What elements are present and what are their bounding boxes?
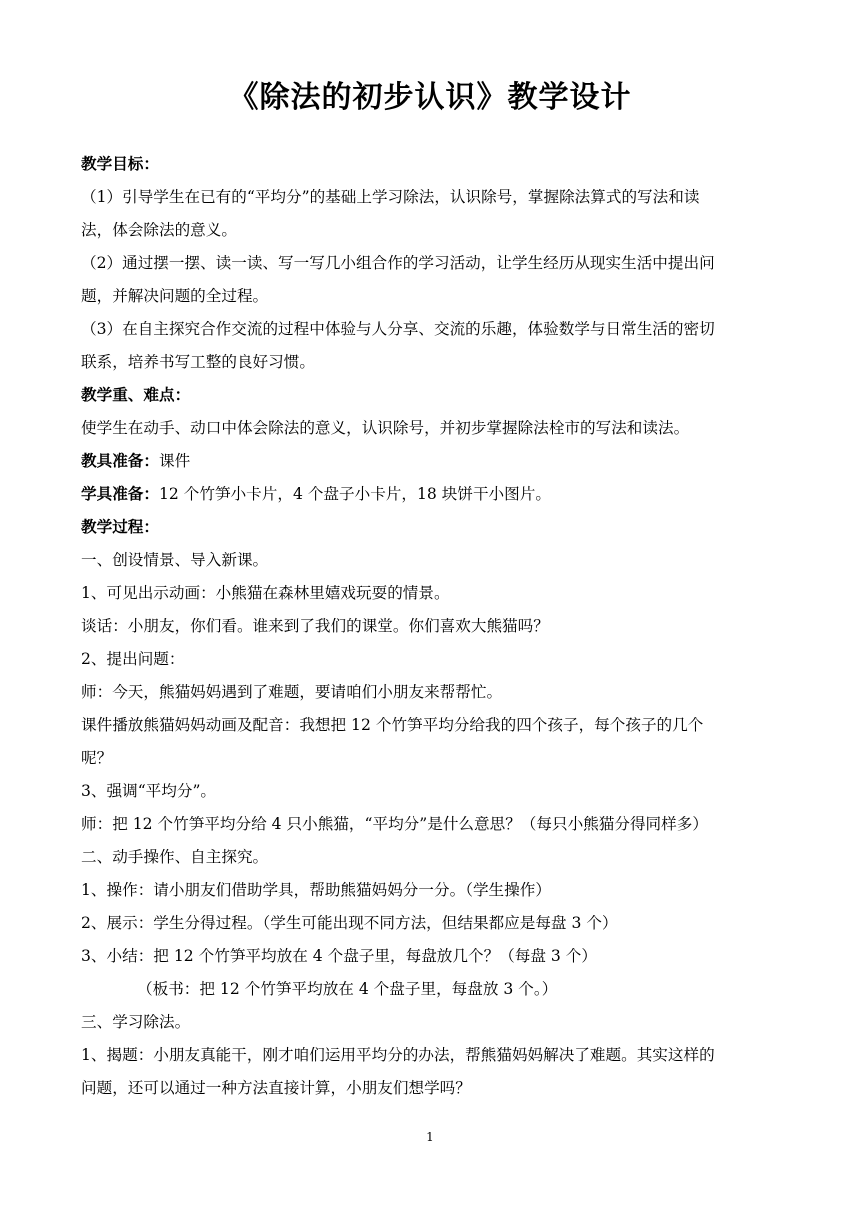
paragraph-text: （2）通过摆一摆、读一读、写一写几小组合作的学习活动，让学生经历从现实生活中提出问 <box>81 254 715 272</box>
section-heading: 教具准备： <box>81 452 159 470</box>
paragraph-text: 问题，还可以通过一种方法直接计算，小朋友们想学吗？ <box>81 1079 471 1097</box>
body-line <box>81 577 779 610</box>
paragraph-text: 一、创设情景、导入新课。 <box>81 551 269 569</box>
paragraph-text: 联系，培养书写工整的良好习惯。 <box>81 353 315 371</box>
body-line <box>81 742 779 775</box>
page-number: 1 <box>426 1130 434 1144</box>
paragraph-text: 3、强调“平均分”。 <box>81 782 217 800</box>
body-line <box>81 1006 779 1039</box>
body-line <box>81 1072 779 1105</box>
paragraph-text: （1）引导学生在已有的“平均分”的基础上学习除法，认识除号，掌握除法算式的写法和读 <box>81 188 700 206</box>
body-line <box>81 1039 779 1072</box>
body-line <box>81 907 779 940</box>
body-line <box>81 808 779 841</box>
paragraph-text: 3、小结：把 12 个竹笋平均放在 4 个盘子里，每盘放几个？（每盘 3 个） <box>81 947 597 965</box>
paragraph-text: 2、提出问题： <box>81 650 185 668</box>
paragraph-text: 谈话：小朋友，你们看。谁来到了我们的课堂。你们喜欢大熊猫吗？ <box>81 617 549 635</box>
body-line <box>81 544 779 577</box>
paragraph-text: 师：把 12 个竹笋平均分给 4 只小熊猫，“平均分”是什么意思？（每只小熊猫分得同样多） <box>81 815 708 833</box>
paragraph-text: 三、学习除法。 <box>81 1013 191 1031</box>
body-line <box>81 775 779 808</box>
paragraph-text: 1、揭题：小朋友真能干，刚才咱们运用平均分的办法，帮熊猫妈妈解决了难题。其实这样的 <box>81 1046 715 1064</box>
body-line <box>81 280 779 313</box>
section-heading: 学具准备： <box>81 485 159 503</box>
paragraph-text: （3）在自主探究合作交流的过程中体验与人分享、交流的乐趣，体验数学与日常生活的密切 <box>81 320 715 338</box>
body-line <box>81 973 779 1006</box>
paragraph-text: 呢？ <box>81 749 113 767</box>
document-body <box>81 148 779 1105</box>
body-line <box>81 214 779 247</box>
paragraph-text: 题，并解决问题的全过程。 <box>81 287 269 305</box>
body-line <box>81 676 779 709</box>
section-heading: 教学目标： <box>81 155 159 173</box>
body-line <box>81 346 779 379</box>
section-heading: 教学过程： <box>81 518 159 536</box>
paragraph-text: 1、操作：请小朋友们借助学具，帮助熊猫妈妈分一分。（学生操作） <box>81 881 551 899</box>
body-line <box>81 313 779 346</box>
body-line <box>81 709 779 742</box>
section-heading: 教学重、难点： <box>81 386 191 404</box>
body-line <box>81 643 779 676</box>
paragraph-text: 2、展示：学生分得过程。（学生可能出现不同方法，但结果都应是每盘 3 个） <box>81 914 618 932</box>
paragraph-text: 12 个竹笋小卡片，4 个盘子小卡片，18 块饼干小图片。 <box>158 485 551 503</box>
body-line <box>81 445 779 478</box>
paragraph-text: 1、可见出示动画：小熊猫在森林里嬉戏玩耍的情景。 <box>81 584 450 602</box>
body-line <box>81 247 779 280</box>
body-line <box>81 412 779 445</box>
body-line <box>81 379 779 412</box>
paragraph-text: 课件播放熊猫妈妈动画及配音：我想把 12 个竹笋平均分给我的四个孩子，每个孩子的几个 <box>81 716 704 734</box>
body-line <box>81 940 779 973</box>
paragraph-text: 法，体会除法的意义。 <box>81 221 237 239</box>
paragraph-text: 课件 <box>158 452 191 470</box>
paragraph-text: 师：今天，熊猫妈妈遇到了难题，要请咱们小朋友来帮帮忙。 <box>81 683 503 701</box>
body-line <box>81 148 779 181</box>
body-line <box>81 511 779 544</box>
body-line <box>81 478 779 511</box>
body-line <box>81 874 779 907</box>
body-line <box>81 181 779 214</box>
paragraph-text: 二、动手操作、自主探究。 <box>81 848 269 866</box>
paragraph-text: 使学生在动手、动口中体会除法的意义，认识除号，并初步掌握除法栓市的写法和读法。 <box>81 419 690 437</box>
document-title: 《除法的初步认识》教学设计 <box>228 80 632 115</box>
body-line <box>81 610 779 643</box>
body-line <box>81 841 779 874</box>
paragraph-text: （板书：把 12 个竹笋平均放在 4 个盘子里，每盘放 3 个。） <box>137 980 558 998</box>
